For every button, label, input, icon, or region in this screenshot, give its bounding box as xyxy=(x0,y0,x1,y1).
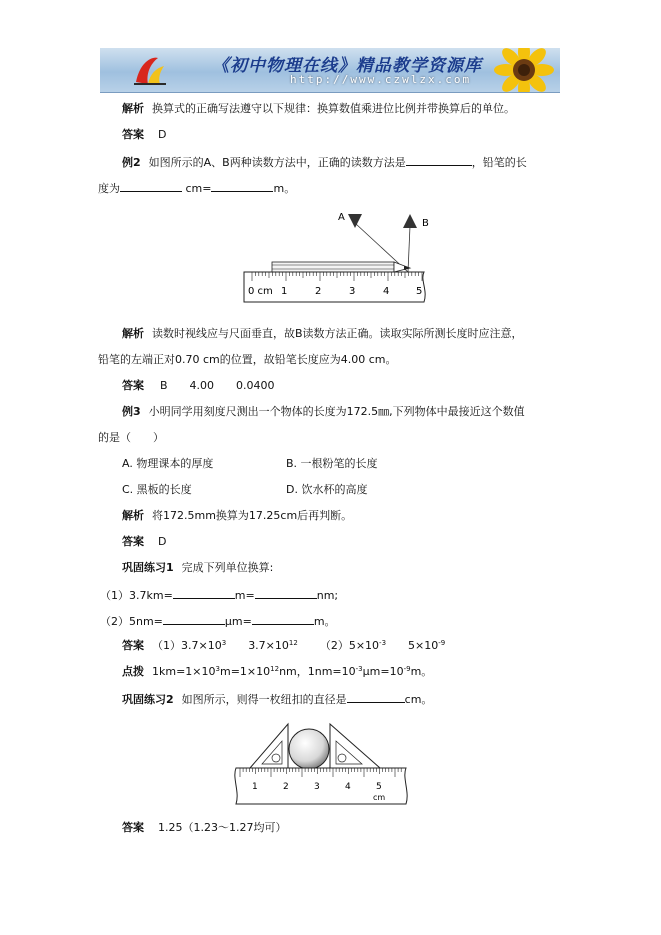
tip-text: 1km=1×10 xyxy=(152,665,216,678)
practice-1-q1 xyxy=(100,587,338,603)
tip-text: μm=10 xyxy=(362,665,404,678)
tick-label: 4 xyxy=(383,286,390,297)
option-b: B. 一根粉笔的长度 xyxy=(286,457,378,470)
tip-label: 点拨 xyxy=(122,665,144,678)
analysis-2-line-1 xyxy=(122,327,523,341)
answer-3 xyxy=(122,535,166,549)
exponent: -9 xyxy=(403,665,411,673)
answer-label: 答案 xyxy=(122,128,144,141)
analysis-label: 解析 xyxy=(122,327,144,340)
answer-1 xyxy=(122,128,166,142)
tick-label: 3 xyxy=(314,782,320,792)
unit-label: 0 cm xyxy=(248,286,273,297)
analysis-2-line-2 xyxy=(98,353,397,367)
practice-text: cm。 xyxy=(404,693,433,706)
practice-label: 巩固练习1 xyxy=(122,561,174,574)
ruler xyxy=(235,768,407,804)
logo-icon xyxy=(130,52,170,88)
answer-value: B xyxy=(160,379,168,392)
answer-blank[interactable] xyxy=(255,587,317,599)
example-label: 例2 xyxy=(122,156,141,169)
example-2-line-1 xyxy=(122,154,527,170)
eye-a-icon xyxy=(348,214,362,228)
answer-5 xyxy=(122,821,286,835)
practice-1-q2 xyxy=(100,613,336,629)
right-set-square xyxy=(330,724,380,768)
practice-2 xyxy=(122,691,432,707)
answer-blank[interactable] xyxy=(120,180,182,192)
answer-4 xyxy=(122,639,445,653)
exponent: 3 xyxy=(221,639,227,647)
exponent: -3 xyxy=(379,639,387,647)
tick-label: 5 xyxy=(416,286,423,297)
example-text: 的是（ ） xyxy=(98,431,164,444)
question-text: μm= xyxy=(224,615,252,628)
analysis-text: 将172.5mm换算为17.25cm后再判断。 xyxy=(152,509,353,522)
tick-label: 2 xyxy=(283,782,289,792)
practice-label: 巩固练习2 xyxy=(122,693,174,706)
option-c: C. 黑板的长度 xyxy=(122,483,192,496)
tick-label: 3 xyxy=(349,286,356,297)
example-3-line-2 xyxy=(98,431,164,445)
analysis-text: 铅笔的左端正对0.70 cm的位置，故铅笔长度应为4.00 cm。 xyxy=(98,353,397,366)
label-a: A xyxy=(338,212,345,223)
answer-label: 答案 xyxy=(122,821,144,834)
ruler-reading-figure xyxy=(238,208,434,310)
analysis-label: 解析 xyxy=(122,102,144,115)
banner-title: 《初中物理在线》精品教学资源库 xyxy=(212,56,482,76)
eye-b-icon xyxy=(403,214,417,228)
answer-blank[interactable] xyxy=(173,587,235,599)
unit-label: cm xyxy=(373,793,386,802)
answer-value: 4.00 xyxy=(189,379,215,392)
exponent: 12 xyxy=(270,665,280,673)
button-object xyxy=(289,729,329,769)
option-a: A. 物理课本的厚度 xyxy=(122,457,214,470)
example-text: 如图所示的A、B两种读数方法中，正确的读数方法是 xyxy=(148,156,406,169)
tick-label: 1 xyxy=(252,782,258,792)
answer-blank[interactable] xyxy=(252,613,314,625)
answer-text: 1.25（1.23～1.27均可） xyxy=(158,821,287,834)
option-d: D. 饮水杯的高度 xyxy=(286,483,368,496)
exponent: 12 xyxy=(288,639,298,647)
example-3-line-1 xyxy=(122,405,525,419)
tick-label: 5 xyxy=(376,782,382,792)
answer-blank[interactable] xyxy=(347,691,405,703)
analysis-text: 读数时视线应与尺面垂直，故B读数方法正确。读取实际所测长度时应注意， xyxy=(152,327,523,340)
answer-label: 答案 xyxy=(122,535,144,548)
practice-text: 如图所示，则得一枚纽扣的直径是 xyxy=(181,693,347,706)
example-text: cm= xyxy=(185,182,212,195)
answer-text: D xyxy=(158,535,167,548)
sunflower-icon xyxy=(484,48,554,93)
question-text: m。 xyxy=(313,615,336,628)
example-label: 例3 xyxy=(122,405,141,418)
exponent: -3 xyxy=(355,665,363,673)
question-text: m= xyxy=(234,589,255,602)
sight-line-b xyxy=(408,226,410,272)
answer-blank[interactable] xyxy=(406,154,472,166)
exponent: 3 xyxy=(215,665,220,673)
analysis-text: 换算式的正确写法遵守以下规律：换算数值乘进位比例并带换算后的单位。 xyxy=(152,102,515,115)
example-text: 度为 xyxy=(98,182,120,195)
banner-url[interactable]: http://www.czwlzx.com xyxy=(290,73,472,86)
analysis-1 xyxy=(122,102,515,116)
example-text: m。 xyxy=(273,182,296,195)
ruler xyxy=(244,272,425,302)
answer-value: （1）3.7×10 xyxy=(152,639,222,652)
tip-text: m=1×10 xyxy=(219,665,271,678)
answer-label: 答案 xyxy=(122,379,144,392)
example-text: ，铅笔的长 xyxy=(471,156,527,169)
left-set-square xyxy=(250,724,288,768)
pencil xyxy=(272,262,410,272)
question-text: （1）3.7km= xyxy=(100,589,173,602)
answer-2 xyxy=(122,379,275,393)
tip xyxy=(122,665,432,679)
tick-label: 4 xyxy=(345,782,351,792)
answer-label: 答案 xyxy=(122,639,144,652)
button-diameter-figure xyxy=(230,716,414,810)
analysis-3 xyxy=(122,509,352,523)
header-banner xyxy=(100,48,560,93)
practice-1 xyxy=(122,561,273,575)
analysis-label: 解析 xyxy=(122,509,144,522)
label-b: B xyxy=(422,218,429,229)
tick-label: 1 xyxy=(281,286,288,297)
answer-value: （2）5×10 xyxy=(319,639,380,652)
exponent: -9 xyxy=(438,639,446,647)
example-text: 小明同学用刻度尺测出一个物体的长度为172.5㎜,下列物体中最接近这个数值 xyxy=(148,405,525,418)
practice-text: 完成下列单位换算: xyxy=(181,561,274,574)
answer-blank[interactable] xyxy=(163,613,225,625)
answer-text: D xyxy=(158,128,167,141)
answer-blank[interactable] xyxy=(211,180,273,192)
tip-text: nm，1nm=10 xyxy=(279,665,356,678)
question-text: （2）5nm= xyxy=(100,615,163,628)
example-2-line-2 xyxy=(98,180,295,196)
tick-label: 2 xyxy=(315,286,322,297)
question-text: nm; xyxy=(316,589,339,602)
answer-value: 3.7×10 xyxy=(248,639,289,652)
tip-text: m。 xyxy=(410,665,433,678)
answer-value: 0.0400 xyxy=(236,379,275,392)
answer-value: 5×10 xyxy=(408,639,439,652)
